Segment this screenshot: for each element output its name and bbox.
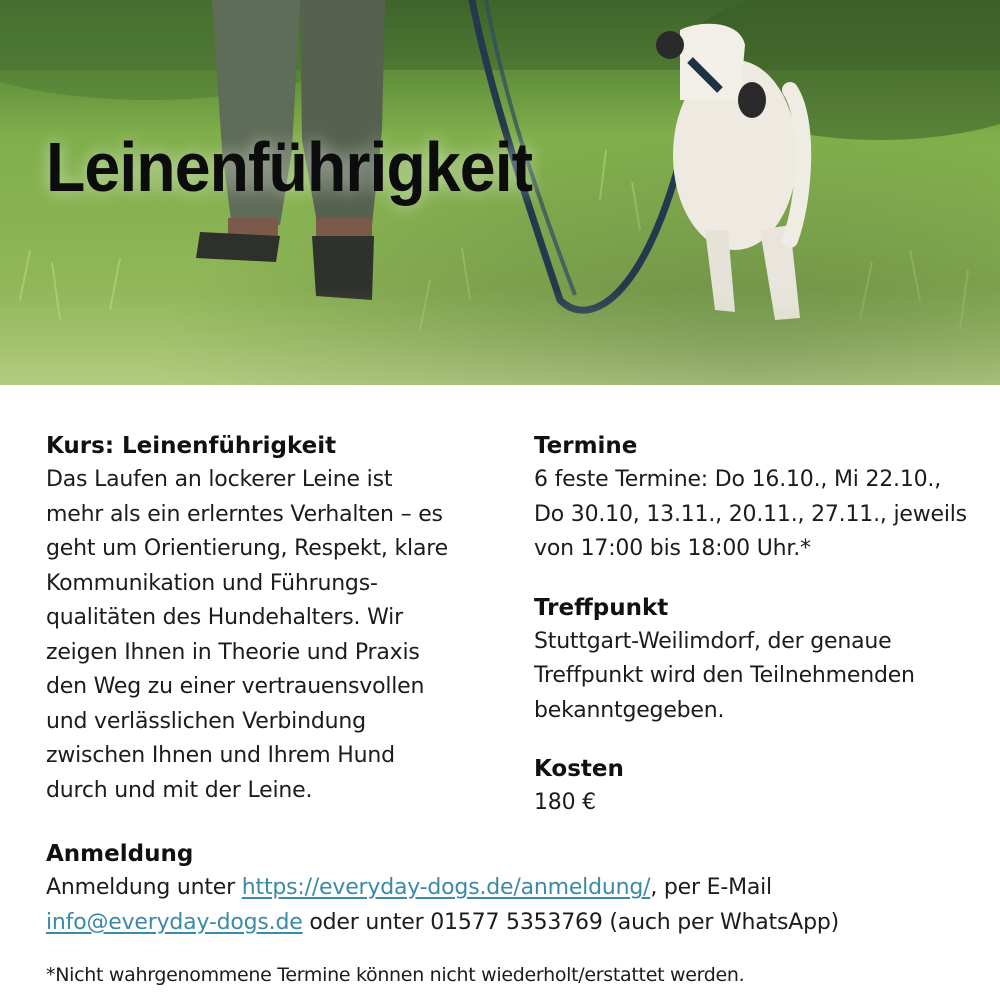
cost-heading: Kosten [534, 756, 624, 782]
cost-value: 180 € [534, 790, 596, 815]
course-line: qualitäten des Hundehalters. Wir [46, 605, 403, 630]
page-title: Leinenführigkeit [46, 128, 533, 206]
meeting-point-text [534, 625, 974, 729]
signup-middle: , per E-Mail [650, 875, 772, 900]
dates-heading: Termine [534, 433, 638, 459]
signup-heading: Anmeldung [46, 841, 194, 867]
signup-suffix: oder unter 01577 5353769 (auch per WhatsApp) [302, 909, 840, 935]
course-line: Das Laufen an lockerer Leine ist [46, 467, 393, 492]
cost-section [534, 752, 974, 821]
meeting-point-line: Treffpunkt wird den Teilnehmenden [534, 663, 915, 688]
hero-banner [0, 0, 1000, 385]
course-description [46, 463, 496, 808]
course-section [46, 429, 496, 808]
signup-url-link[interactable]: https://everyday-dogs.de/anmeldung/ [241, 875, 651, 900]
dates-line: Do 30.10, 13.11., 20.11., 27.11., jeweils [534, 501, 967, 527]
dates-line: 6 feste Termine: Do 16.10., Mi 22.10., [534, 467, 942, 492]
dates-text [534, 463, 974, 567]
course-line: mehr als ein erlerntes Verhalten – es [46, 501, 443, 527]
course-line: Kommunikation und Führungs- [46, 570, 378, 596]
course-line: zwischen Ihnen und Ihrem Hund [46, 743, 395, 768]
course-line: geht um Orientierung, Respekt, klare [46, 536, 448, 561]
course-heading: Kurs: Leinenführigkeit [46, 433, 337, 459]
dates-section [534, 429, 974, 567]
signup-section [46, 837, 976, 940]
meeting-point-line: bekanntgegeben. [534, 697, 725, 723]
details-column [534, 429, 974, 845]
course-line: durch und mit der Leine. [46, 777, 313, 803]
signup-text [46, 871, 976, 940]
dates-line: von 17:00 bis 18:00 Uhr.* [534, 536, 811, 561]
signup-prefix: Anmeldung unter [46, 875, 242, 900]
content-area [0, 385, 1000, 1000]
meeting-point-heading: Treffpunkt [534, 594, 669, 621]
footnote: *Nicht wahrgenommene Termine können nicht wiederholt/erstattet werden. [46, 964, 745, 986]
meeting-point-section [534, 591, 974, 729]
signup-email-link[interactable]: info@everyday-dogs.de [46, 909, 303, 935]
course-line: den Weg zu einer vertrauensvollen [46, 674, 425, 699]
meeting-point-line: Stuttgart-Weilimdorf, der genaue [534, 628, 892, 654]
course-line: zeigen Ihnen in Theorie und Praxis [46, 639, 420, 665]
course-line: und verlässlichen Verbindung [46, 708, 366, 734]
